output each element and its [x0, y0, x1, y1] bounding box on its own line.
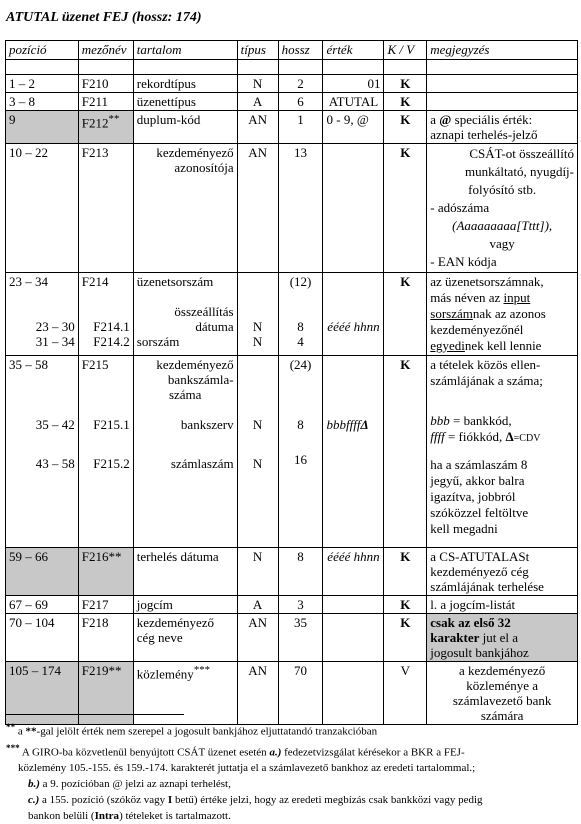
delta-symbol: Δ: [505, 429, 514, 444]
cell-position: 10 – 22: [6, 144, 79, 273]
content-line: cég neve: [136, 630, 183, 645]
cell-value: [323, 596, 384, 614]
value-sub: éééé hhnn: [327, 319, 380, 334]
field-name: F212: [81, 115, 109, 131]
field-main: F215: [81, 357, 109, 372]
page-title: ATUTAL üzenet FEJ (hossz: 174): [6, 10, 202, 25]
cell-kv: K: [384, 75, 427, 93]
note-text: nak az azonos: [472, 306, 546, 321]
header-cell: mezőnév: [78, 41, 133, 60]
footnote-text: betű) értéke jelzi, hogy az eredeti megbízás csak bankközi vagy pedig: [172, 794, 483, 807]
header-cell: pozíció: [6, 41, 79, 60]
cell-field: [78, 111, 133, 144]
note-line: ha a számlaszám 8: [430, 457, 528, 472]
cell-kv: V: [384, 662, 427, 725]
note-text: input: [503, 290, 531, 305]
content-sub: összeállítás: [174, 304, 234, 319]
cell-type: AN: [237, 662, 278, 725]
note-line: kezdeményezőnél: [430, 322, 524, 337]
cell-field: F219**: [78, 662, 133, 725]
cell-kv: K: [384, 614, 427, 662]
cell-position: 9: [6, 111, 79, 144]
cell-content: üzenettípus: [133, 93, 237, 111]
cell-length: [278, 356, 323, 548]
cell-position: 105 – 174: [6, 662, 79, 725]
footnote-text: a: [15, 725, 26, 738]
cell-length: 35: [278, 614, 323, 662]
content-main: üzenetsorszám: [136, 274, 214, 289]
length-sub: 8: [297, 417, 304, 432]
cell-type: [237, 356, 278, 548]
cell-note: l. a jogcím-listát: [427, 596, 578, 614]
type-sub: N: [252, 417, 263, 432]
note-line: a kezdeményező: [459, 663, 546, 678]
footnote-marker: ***: [6, 742, 20, 753]
content-sub: számlaszám: [170, 456, 234, 471]
field-main: F214: [81, 274, 109, 289]
cell-field: [78, 356, 133, 548]
footnote-text: Intra: [94, 810, 120, 823]
cell-position: 70 – 104: [6, 614, 79, 662]
cell-length: 13: [278, 144, 323, 273]
length-sub: 16: [294, 452, 308, 467]
header-cell: tartalom: [133, 41, 237, 60]
note-text: =CDV: [513, 433, 541, 444]
cell-field: F210: [78, 75, 133, 93]
note-line: közleménye a: [466, 678, 539, 693]
footnote-marker: **: [6, 722, 16, 732]
header-row: [6, 41, 578, 60]
cell-type: AN: [237, 614, 278, 662]
cell-type: AN: [237, 111, 278, 144]
footnote-text: A GIRO-ba közvetlenül benyújtott CSÁT üzenet esetén: [19, 746, 270, 759]
position-main: 35 – 58: [9, 357, 48, 372]
note-line: csak az első 32: [430, 615, 511, 630]
field-sub: F215.2: [93, 456, 130, 471]
cell-field: F213: [78, 144, 133, 273]
note-text: nek kell lennie: [464, 338, 542, 353]
cell-length: 6: [278, 93, 323, 111]
content-marker: ***: [193, 664, 211, 676]
delta-symbol: Δ: [360, 417, 369, 432]
spec-table: [5, 40, 578, 725]
cell-content: [133, 356, 237, 548]
cell-note: [427, 548, 578, 596]
table-row: [6, 144, 578, 273]
type-sub: N: [252, 334, 263, 349]
content-line: kezdeményező: [136, 615, 214, 630]
note-text: karakter: [430, 630, 480, 645]
cell-length: 3: [278, 596, 323, 614]
cell-content: [133, 614, 237, 662]
position-sub: 35 – 42: [35, 417, 75, 432]
cell-position: [6, 273, 79, 356]
field-sub: F214.1: [93, 319, 130, 334]
field-marker: **: [108, 113, 120, 125]
cell-kv: K: [384, 548, 427, 596]
cell-value: [323, 356, 384, 548]
note-line: aznapi terhelés-jelző: [430, 127, 538, 142]
cell-type: A: [237, 93, 278, 111]
type-sub: N: [252, 456, 263, 471]
footnote-text: I: [167, 794, 173, 807]
footnote-line: [6, 776, 576, 792]
cell-field: [78, 273, 133, 356]
note-text: bbb: [430, 413, 450, 428]
content-sub: dátuma: [195, 319, 234, 334]
footnotes: [6, 714, 576, 824]
header-cell: hossz: [278, 41, 323, 60]
cell-value: ATUTAL: [323, 93, 384, 111]
cell-length: 70: [278, 662, 323, 725]
content-line: azonosítója: [174, 160, 234, 175]
cell-content: duplum-kód: [133, 111, 237, 144]
cell-content: terhelés dátuma: [133, 548, 237, 596]
footnote-rule: [6, 714, 184, 715]
type-sub: N: [252, 319, 263, 334]
content-sub: sorszám: [136, 334, 180, 349]
note-text: ffff: [430, 429, 445, 444]
content-line: kezdeményező: [156, 145, 234, 160]
position-sub: 43 – 58: [35, 456, 75, 471]
note-line: kezdeményező cég: [430, 564, 529, 579]
cell-position: 1 – 2: [6, 75, 79, 93]
note-text: = bankkód,: [449, 413, 512, 428]
cell-position: 3 – 8: [6, 93, 79, 111]
cell-field: F217: [78, 596, 133, 614]
position-sub: 31 – 34: [35, 334, 75, 349]
table-row: [6, 93, 578, 111]
cell-note: [427, 273, 578, 356]
note-text: egyedi: [430, 338, 465, 353]
cell-note: [427, 75, 578, 93]
value-sub: bbbffff: [326, 417, 361, 432]
footnote-1: [6, 719, 576, 740]
note-text: más néven az: [430, 290, 504, 305]
cell-content: jogcím: [133, 596, 237, 614]
at-symbol: @: [439, 112, 452, 127]
cell-type: AN: [237, 144, 278, 273]
cell-field: F218: [78, 614, 133, 662]
footnote-line: [6, 792, 576, 808]
table-row: [6, 614, 578, 662]
field-sub: F214.2: [93, 334, 130, 349]
footnote-line: [6, 808, 576, 824]
header-cell: megjegyzés: [427, 41, 578, 60]
position-sub: 23 – 30: [35, 319, 75, 334]
cell-note: [427, 356, 578, 548]
content-sub: bankszerv: [180, 417, 234, 432]
note-text: = fiókkód,: [444, 429, 506, 444]
cell-length: 2: [278, 75, 323, 93]
content-line: kezdeményező: [156, 357, 234, 372]
cell-kv: K: [384, 273, 427, 356]
cell-kv: K: [384, 144, 427, 273]
footnote-text: a 155. pozíció (szóköz vagy: [39, 794, 168, 807]
content-line: száma: [168, 387, 202, 402]
note-text: speciális érték:: [451, 112, 533, 127]
cell-length: 1: [278, 111, 323, 144]
cell-kv: K: [384, 93, 427, 111]
note-line: az üzenetsorszámnak,: [430, 274, 544, 289]
content-text: közlemény: [136, 666, 194, 682]
table-row: [6, 111, 578, 144]
note-line: kell megadni: [430, 521, 498, 536]
content-line: bankszámla-: [167, 372, 234, 387]
header-cell: érték: [323, 41, 384, 60]
footnote-text: b.): [28, 778, 40, 791]
note-line: jegyű, akkor balra: [430, 473, 525, 488]
table-row: [6, 273, 578, 356]
footnote-text: c.): [28, 794, 40, 807]
cell-note: [427, 614, 578, 662]
footnote-line: közlemény 105.-155. és 159.-174. karakterét juttatja el a számlavezető bankhoz az eredeti tartalommal.;: [18, 762, 476, 775]
note-line: jogosult bankjához: [430, 645, 529, 660]
cell-position: 59 – 66: [6, 548, 79, 596]
length-main: (12): [289, 274, 312, 289]
table-row: [6, 596, 578, 614]
length-sub: 4: [297, 334, 304, 349]
footnote-text: bankon belüli (: [28, 810, 95, 823]
footnote-text: a.): [269, 746, 282, 759]
note-line: a tételek közös ellen-: [430, 357, 541, 372]
spacer-row: [6, 60, 578, 75]
table-row: [6, 75, 578, 93]
cell-value: [323, 144, 384, 273]
note-text: a: [430, 112, 437, 127]
note-line: - EAN kódja: [430, 254, 497, 269]
cell-type: N: [237, 75, 278, 93]
note-line: a CS-ATUTALASt: [430, 549, 530, 564]
note-line: szóközzel feltöltve: [430, 505, 529, 520]
length-main: (24): [289, 357, 312, 372]
field-sub: F215.1: [93, 417, 130, 432]
cell-value: 01: [323, 75, 384, 93]
footnote-text: ) tételeket is tartalmazott.: [119, 810, 231, 823]
cell-kv: K: [384, 356, 427, 548]
note-line: vagy: [489, 236, 515, 251]
footnote-2: [6, 740, 576, 761]
cell-value: 0 - 9, @: [323, 111, 384, 144]
cell-note: [427, 111, 578, 144]
note-line: számára: [480, 708, 524, 723]
note-line: igazítva, jobbról: [430, 489, 516, 504]
footnote-text: -gal jelölt érték nem szerepel a jogosult bankjához eljuttatandó tranzakcióban: [36, 725, 378, 738]
cell-note: [427, 93, 578, 111]
note-line: folyósító stb.: [468, 182, 537, 197]
note-line: CSÁT-ot összeállító: [469, 146, 574, 161]
cell-content: [133, 273, 237, 356]
cell-kv: K: [384, 596, 427, 614]
table-row: [6, 548, 578, 596]
cell-value: [323, 273, 384, 356]
header-cell: K / V: [384, 41, 427, 60]
cell-position: 67 – 69: [6, 596, 79, 614]
cell-type: A: [237, 596, 278, 614]
note-line: munkáltató, nyugdíj-: [464, 164, 574, 179]
cell-content: [133, 144, 237, 273]
cell-kv: K: [384, 111, 427, 144]
table-row: [6, 356, 578, 548]
note-line: - adószáma: [430, 200, 490, 215]
note-line: számlájának terhelése: [430, 579, 544, 594]
length-sub: 8: [297, 319, 304, 334]
cell-type: [237, 273, 278, 356]
header-cell: típus: [237, 41, 278, 60]
note-text: jut el a: [479, 630, 519, 645]
note-line: számlavezető bank: [452, 693, 552, 708]
cell-note: [427, 144, 578, 273]
cell-field: F216**: [78, 548, 133, 596]
note-line: számlájának a száma;: [430, 373, 543, 388]
note-text: sorszám: [430, 306, 473, 321]
cell-field: F211: [78, 93, 133, 111]
footnote-text: a 9. pozícióban @ jelzi az aznapi terhelést,: [39, 778, 231, 791]
note-line: (Aaaaaaaaa[Tttt]),: [452, 218, 553, 233]
cell-value: éééé hhnn: [323, 548, 384, 596]
cell-position: [6, 356, 79, 548]
footnote-text: fedezetvizsgálat kérésekor a BKR a FEJ-: [281, 746, 465, 759]
position-main: 23 – 34: [9, 274, 48, 289]
cell-length: [278, 273, 323, 356]
cell-length: 8: [278, 548, 323, 596]
cell-value: [323, 614, 384, 662]
footnote-text: **: [25, 725, 37, 738]
cell-content: rekordtípus: [133, 75, 237, 93]
cell-type: N: [237, 548, 278, 596]
